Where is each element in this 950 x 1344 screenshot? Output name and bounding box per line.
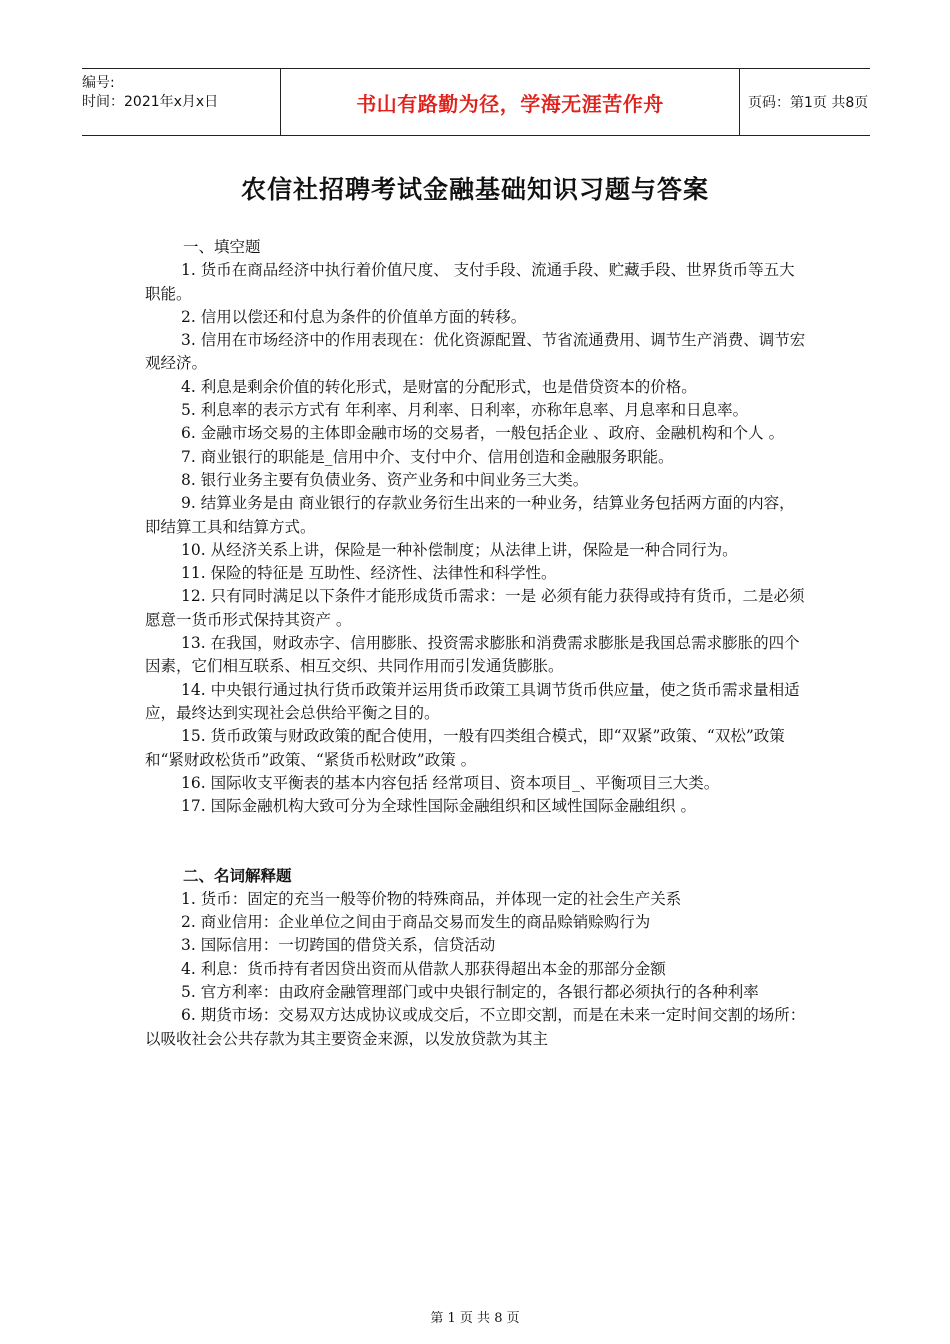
definition-item: 5. 官方利率：由政府金融管理部门或中央银行制定的，各银行都必须执行的各种利率 xyxy=(181,982,759,1001)
question-item: 1. 货币在商品经济中执行着价值尺度、 支付手段、流通手段、贮藏手段、世界货币等五大职能。 xyxy=(145,261,795,303)
question-item: 10. 从经济关系上讲，保险是一种补偿制度；从法律上讲，保险是一种合同行为。 xyxy=(181,540,738,559)
document-body xyxy=(145,236,810,1051)
doc-number-label: 编号: xyxy=(82,75,115,91)
question-item: 16. 国际收支平衡表的基本内容包括 经常项目、资本项目_、平衡项目三大类。 xyxy=(181,773,720,792)
section-heading-fill-blank: 一、填空题 xyxy=(183,238,261,256)
question-item: 15. 货币政策与财政政策的配合使用，一般有四类组合模式，即“双紧”政策、“双松”政策和“紧财政松货币”政策、“紧货币松财政”政策 。 xyxy=(145,727,785,769)
question-item: 8. 银行业务主要有负债业务、资产业务和中间业务三大类。 xyxy=(181,470,589,489)
definition-item: 2. 商业信用：企业单位之间由于商品交易而发生的商品赊销赊购行为 xyxy=(181,913,651,932)
header-info xyxy=(82,69,280,135)
question-item: 6. 金融市场交易的主体即金融市场的交易者，一般包括企业 、政府、金融机构和个人 。 xyxy=(181,424,785,443)
document-title: 农信社招聘考试金融基础知识习题与答案 xyxy=(240,175,709,204)
header-motto: 书山有路勤为径，学海无涯苦作舟 xyxy=(356,91,664,116)
question-item: 3. 信用在市场经济中的作用表现在：优化资源配置、节省流通费用、调节生产消费、调节宏观经济。 xyxy=(145,331,806,373)
question-item: 7. 商业银行的职能是_信用中介、支付中介、信用创造和金融服务职能。 xyxy=(181,447,674,466)
question-item: 11. 保险的特征是 互助性、经济性、法律性和科学性。 xyxy=(181,564,557,583)
section-spacer xyxy=(145,818,810,864)
question-item: 2. 信用以偿还和付息为条件的价值单方面的转移。 xyxy=(181,307,527,326)
header-motto-cell xyxy=(280,69,740,135)
doc-time-label: 时间：2021年x月x日 xyxy=(82,94,219,110)
page-header xyxy=(82,68,870,136)
question-item: 12. 只有同时满足以下条件才能形成货币需求：一是 必须有能力获得或持有货币，二是必须愿意一货币形式保持其资产 。 xyxy=(145,587,805,629)
header-page-info: 页码：第1页 共8页 xyxy=(748,95,869,111)
page-footer: 第 1 页 共 8 页 xyxy=(430,1311,520,1326)
definition-item: 1. 货币：固定的充当一般等价物的特殊商品，并体现一定的社会生产关系 xyxy=(181,889,682,908)
section-heading-definitions: 二、名词解释题 xyxy=(183,866,292,886)
question-item: 4. 利息是剩余价值的转化形式，是财富的分配形式，也是借贷资本的价格。 xyxy=(181,377,697,396)
definition-item: 3. 国际信用：一切跨国的借贷关系，信贷活动 xyxy=(181,936,496,955)
definition-item: 6. 期货市场：交易双方达成协议或成交后，不立即交割，而是在未来一定时间交割的场所：以吸收社会公共存款为其主要资金来源，以发放贷款为其主 xyxy=(145,1006,806,1048)
question-item: 14. 中央银行通过执行货币政策并运用货币政策工具调节货币供应量，使之货币需求量相适应，最终达到实现社会总供给平衡之目的。 xyxy=(145,680,800,722)
definition-item: 4. 利息：货币持有者因贷出资而从借款人那获得超出本金的那部分金额 xyxy=(181,959,666,978)
question-item: 5. 利息率的表示方式有 年利率、月利率、日利率，亦称年息率、月息率和日息率。 xyxy=(181,401,749,420)
question-item: 9. 结算业务是由 商业银行的存款业务衍生出来的一种业务，结算业务包括两方面的内容，即结算工具和结算方式。 xyxy=(145,494,795,536)
question-item: 13. 在我国，财政赤字、信用膨胀、投资需求膨胀和消费需求膨胀是我国总需求膨胀的四个因素，它们相互联系、相互交织、共同作用而引发通货膨胀。 xyxy=(145,634,800,676)
question-item: 17. 国际金融机构大致可分为全球性国际金融组织和区域性国际金融组织 。 xyxy=(181,797,697,816)
